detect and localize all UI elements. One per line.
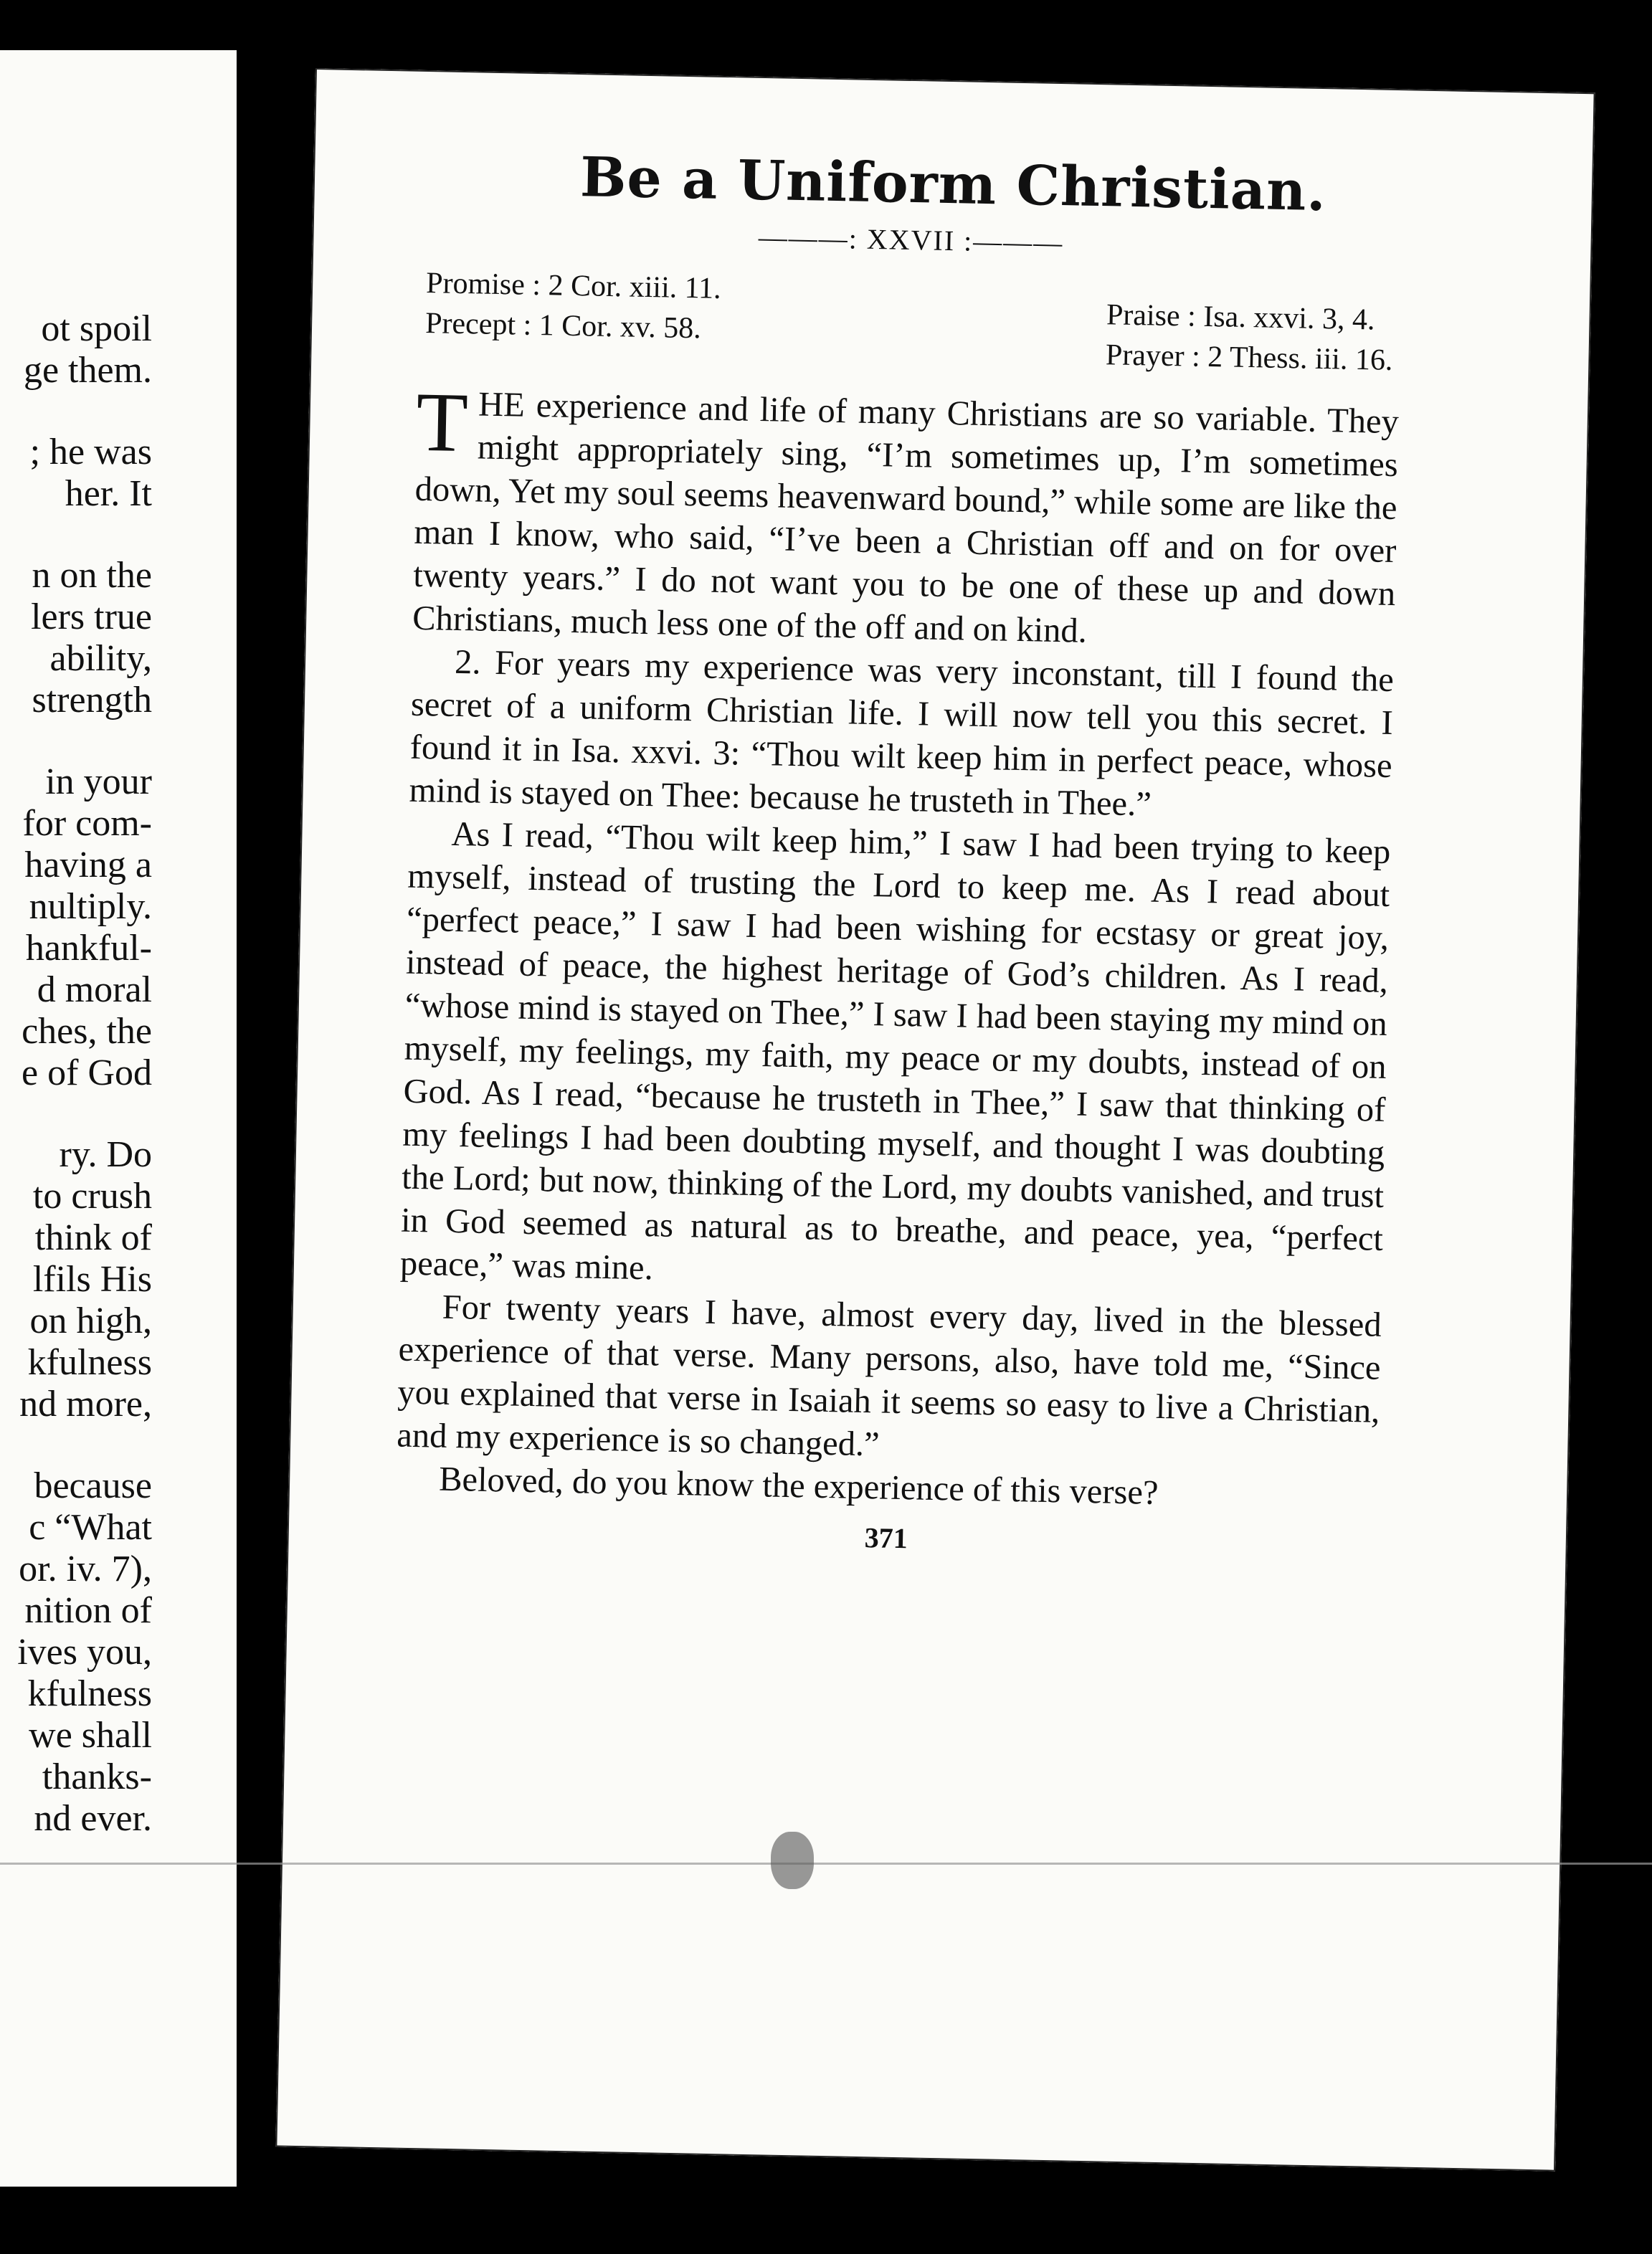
facing-page-line: e of God	[22, 1052, 152, 1093]
facing-page-line: nultiply.	[29, 886, 152, 927]
paragraph-5: Beloved, do you know the experience of this verse?	[438, 1460, 1159, 1512]
facing-page-line: thanks-	[42, 1756, 152, 1797]
facing-page-line: think of	[34, 1217, 152, 1258]
facing-page-line: hankful-	[25, 928, 152, 969]
facing-page-line: kfulness	[27, 1342, 152, 1383]
prayer-reference: Prayer : 2 Thess. iii. 16.	[1105, 338, 1393, 377]
facing-page-line: strength	[32, 680, 152, 721]
facing-page-line: because	[34, 1465, 152, 1506]
chapter-number: ———: XXVII :———	[758, 220, 1064, 260]
promise-reference: Promise : 2 Cor. xiii. 11.	[425, 267, 722, 305]
facing-page-line: nition of	[24, 1590, 152, 1631]
facing-page-line: ability,	[49, 638, 152, 679]
page-number: 371	[864, 1521, 908, 1555]
facing-page-line: lfils His	[32, 1259, 152, 1300]
facing-page-line: ; he was	[29, 432, 152, 472]
facing-page-line: for com-	[22, 803, 152, 844]
scripture-references	[417, 263, 1401, 381]
facing-page-line: ot spoil	[41, 308, 152, 349]
page-content	[394, 220, 1400, 1564]
paragraph-3: As I read, “Thou wilt keep him,” I saw I had been trying to keep myself, instead of trusting the Lord to keep me. As I read about “perfect peace,” I saw I had been wishing for ecstasy or great joy, instead of peace, the highest heritage of God’s children. As I read, “whose mind is stayed on Thee,” I saw I had been staying my mind on myself, my feelings, my faith, my peace or my doubts, instead of on God. As I read, “because he trusteth in Thee,” I saw that thinking of my feelings I had been doubting myself, and thought I was doubting the Lord; but now, thinking of the Lord, my doubts vanished, and trust in God seemed as natural as to breathe, and peace, yea, “perfect peace,” was mine.	[399, 814, 1391, 1288]
paragraph-4: For twenty years I have, almost every day, lived in the blessed experience of that verse. Many persons, also, have told me, “Since you explained that verse in Isaiah it seems so easy to live a Christian, and my experience is so changed.”	[396, 1288, 1382, 1464]
facing-page-line: having a	[24, 845, 152, 885]
facing-page-line: we shall	[29, 1715, 152, 1756]
facing-page-line: c “What	[29, 1507, 152, 1548]
facing-page-line: n on the	[32, 555, 152, 596]
facing-page-line: ives you,	[17, 1632, 152, 1673]
facing-page-line: lers true	[31, 596, 152, 637]
facing-page-line: ge them.	[23, 350, 152, 391]
facing-page-line: on high,	[29, 1300, 152, 1341]
facing-page-line: nd more,	[19, 1384, 152, 1425]
scan-artifact-line	[0, 1863, 1652, 1865]
book-page	[275, 68, 1595, 2172]
drop-cap: T	[415, 374, 469, 470]
facing-page-line: ches, the	[22, 1011, 152, 1052]
facing-page-line: or. iv. 7),	[19, 1549, 152, 1589]
praise-reference: Praise : Isa. xxvi. 3, 4.	[1106, 298, 1375, 337]
facing-page-line: to crush	[32, 1176, 152, 1217]
facing-page-line: ry. Do	[59, 1134, 152, 1175]
facing-page-line: d moral	[37, 969, 152, 1010]
page-title: Be a Uniform Christian.	[579, 145, 1327, 224]
precept-reference: Precept : 1 Cor. xv. 58.	[424, 307, 702, 346]
paragraph-2: 2. For years my experience was very inconstant, till I found the secret of a uniform Christian life. I will now tell you this secret. I found it in Isa. xxvi. 3: “Thou wilt keep him in perfect peace, whose mind is stayed on Thee: because he trusteth in Thee.”	[409, 642, 1395, 824]
facing-page-line: nd ever.	[34, 1798, 152, 1839]
facing-page-line: kfulness	[27, 1673, 152, 1714]
facing-page-line: in your	[45, 761, 152, 802]
facing-page-line: her. It	[65, 473, 152, 514]
ink-blot	[771, 1832, 814, 1889]
paragraph-1: THE experience and life of many Christians are so variable. They might appropriately sing, “I’m sometimes up, I’m sometimes down, Yet my soul seems heavenward bound,” while some are like the man I know, who said, “I’ve been a Christian off and on for over twenty years.” I do not want you to be one of these up and down Christians, much less one of the off and on kind.	[412, 374, 1400, 650]
body-text	[396, 374, 1400, 1519]
facing-page-fragment	[0, 50, 241, 2187]
